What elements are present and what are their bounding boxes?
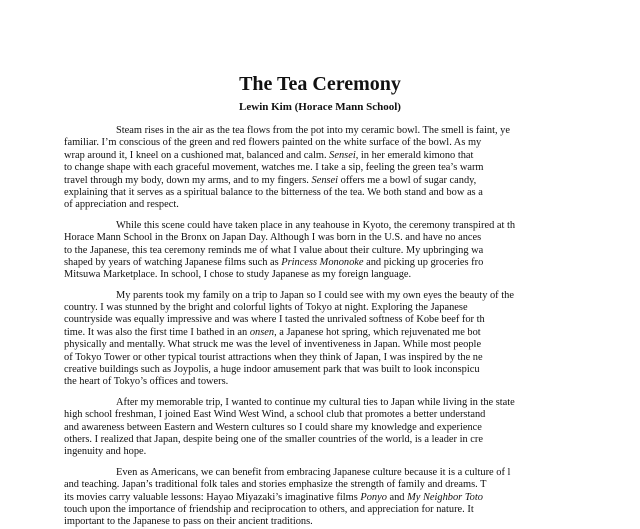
essay-body [64, 125, 516, 529]
text-run: physically and mentally. What struck me was the level of inventiveness in Japan. While most people [64, 339, 482, 351]
paragraph [64, 397, 516, 459]
text-line [64, 269, 516, 281]
text-run: its movies carry valuable lessons: Hayao Miyazaki’s imaginative films [64, 491, 361, 503]
text-line [64, 220, 516, 232]
text-line [64, 492, 516, 504]
italic-text: Sensei [329, 149, 356, 161]
text-run: familiar. I’m conscious of the green and red flowers painted on the white surface of the bowl. As my [64, 137, 482, 149]
text-run: travel through my body, down my arms, and to my fingers. [64, 174, 312, 186]
paragraph [64, 125, 516, 212]
italic-text: onsen [249, 326, 275, 338]
text-run: and awareness between Eastern and Western cultures so I could share my knowledge and experience [64, 421, 482, 433]
text-run: touch upon the importance of friendship and reciprocation to others, and appreciation for nature. It [64, 503, 474, 515]
text-line [64, 516, 516, 528]
paragraph [64, 290, 516, 389]
text-line [64, 467, 516, 479]
paragraph [64, 467, 516, 529]
text-line [64, 302, 516, 314]
text-run: explaining that it serves as a spiritual balance to the bitterness of the tea. We both stand and bow as a [64, 186, 483, 198]
paragraph [64, 220, 516, 282]
text-run: to the Japanese, this tea ceremony reminds me of what I value about their culture. My upbringing wa [64, 244, 484, 256]
text-run: Steam rises in the air as the tea flows from the pot into my ceramic bowl. The smell is faint, ye [116, 125, 510, 136]
text-run: , a Japanese hot spring, which rejuvenated me bot [274, 326, 481, 338]
italic-text: My Neighbor Toto [407, 491, 483, 503]
text-run: creative buildings such as Joypolis, a huge indoor amusement park that was built to look inconspicu [64, 364, 480, 376]
text-run: My parents took my family on a trip to Japan so I could see with my own eyes the beauty of the [116, 289, 514, 301]
text-run: of Tokyo Tower or other typical tourist attractions when they think of Japan, I was inspired by the ne [64, 351, 483, 363]
text-run: others. I realized that Japan, despite being one of the smaller countries of the world, is a leader in cre [64, 433, 483, 445]
text-run: and teaching. Japan’s traditional folk tales and stories emphasize the strength of family and dreams. T [64, 479, 487, 491]
text-line [64, 409, 516, 421]
text-line [64, 422, 516, 434]
text-run: of appreciation and respect. [64, 199, 179, 211]
text-line [64, 290, 516, 302]
text-line [64, 376, 516, 388]
author-byline: Lewin Kim (Horace Mann School) [239, 101, 401, 113]
text-run: ingenuity and hope. [64, 446, 147, 458]
text-run: to change shape with each graceful movement, watches me. I take a sip, feeling the green tea’s warm [64, 162, 484, 174]
text-line [64, 199, 516, 211]
text-run: Horace Mann School in the Bronx on Japan Day. Although I was born in the U.S. and have no ances [64, 232, 482, 244]
text-line [64, 339, 516, 351]
text-line [64, 187, 516, 199]
text-run: , in her emerald kimono that [355, 149, 474, 161]
text-run: offers me a bowl of sugar candy, [338, 174, 477, 186]
text-run: While this scene could have taken place in any teahouse in Kyoto, the ceremony transpired at th [116, 219, 516, 231]
text-line [64, 162, 516, 174]
text-run: the heart of Tokyo’s offices and towers. [64, 376, 229, 388]
text-run: wrap around it, I kneel on a cushioned mat, balanced and calm. [64, 149, 330, 161]
text-line [64, 232, 516, 244]
page-title: The Tea Ceremony [239, 73, 401, 95]
text-line [64, 257, 516, 269]
text-line [64, 364, 516, 376]
text-run: country. I was stunned by the bright and colorful lights of Tokyo at night. Exploring the Japanese [64, 302, 468, 314]
text-line [64, 327, 516, 339]
text-run: shaped by years of watching Japanese films such as [64, 256, 282, 268]
text-run: Even as Americans, we can benefit from embracing Japanese culture because it is a culture of l [116, 466, 511, 478]
text-line [64, 245, 516, 257]
text-line [64, 504, 516, 516]
text-line [64, 150, 516, 162]
text-line [64, 137, 516, 149]
text-run: Mitsuwa Marketplace. In school, I chose to study Japanese as my foreign language. [64, 269, 412, 281]
italic-text: Ponyo [360, 491, 387, 503]
text-line [64, 125, 516, 137]
text-run: and picking up groceries fro [363, 256, 484, 268]
text-line [64, 446, 516, 458]
text-line [64, 352, 516, 364]
italic-text: Princess Mononoke [281, 256, 364, 268]
text-line [64, 175, 516, 187]
text-run: important to the Japanese to pass on their ancient traditions. [64, 516, 313, 528]
italic-text: Sensei [311, 174, 339, 186]
text-run: high school freshman, I joined East Wind West Wind, a school club that promotes a better understand [64, 409, 486, 421]
text-line [64, 314, 516, 326]
text-run: countryside was equally impressive and was where I tasted the unrivaled softness of Kobe beef for th [64, 314, 485, 326]
text-line [64, 397, 516, 409]
text-run: and [386, 491, 408, 503]
text-line [64, 479, 516, 491]
text-run: After my memorable trip, I wanted to continue my cultural ties to Japan while living in the state [116, 396, 515, 408]
text-line [64, 434, 516, 446]
text-run: time. It was also the first time I bathed in an [64, 326, 250, 338]
